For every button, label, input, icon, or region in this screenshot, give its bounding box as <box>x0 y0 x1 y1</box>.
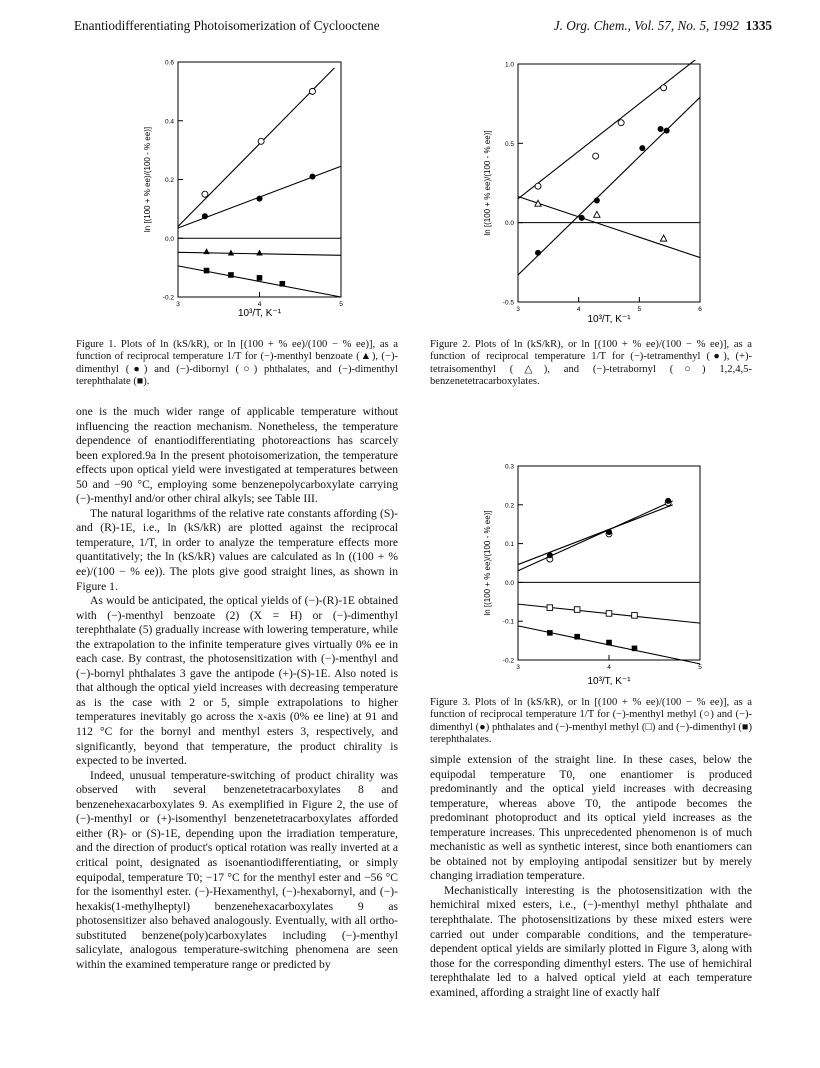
x-tick-label: 3 <box>516 306 520 313</box>
data-point <box>258 138 264 144</box>
data-point <box>547 630 553 636</box>
x-tick-label: 6 <box>698 306 702 313</box>
data-point <box>202 191 208 197</box>
y-tick-label: 0.0 <box>504 579 514 587</box>
y-tick-label: 0.0 <box>504 220 514 228</box>
figure-3-chart <box>478 462 758 688</box>
data-point <box>203 248 209 254</box>
running-header-journal <box>554 18 772 34</box>
y-tick-label: -0.5 <box>502 299 514 307</box>
data-point <box>606 529 612 535</box>
fit-line <box>518 501 673 571</box>
y-tick-label: 0.5 <box>504 140 514 148</box>
data-point <box>256 250 262 256</box>
data-point <box>202 213 208 219</box>
data-point <box>228 250 234 256</box>
page-number: 1335 <box>745 18 772 33</box>
data-point <box>606 611 612 617</box>
data-point <box>535 250 541 256</box>
data-point <box>535 183 541 189</box>
figure-1-caption: Figure 1. Plots of ln (kS/kR), or ln [(100 + % ee)/(100 − % ee)], as a function of reciprocal temperature 1/T for (−)-menthyl benzoate (▲), (−)-dimenthyl (●) and (−)-dibornyl (○) phthalates, and (−)-dimenthyl terephthalate (■). <box>76 339 398 388</box>
data-point <box>594 197 600 203</box>
y-tick-label: 0.1 <box>504 541 514 549</box>
data-point <box>658 126 664 132</box>
plot-frame <box>178 62 341 297</box>
chart-2 <box>483 60 702 325</box>
data-point <box>574 607 580 613</box>
body-left-column <box>76 405 398 972</box>
y-tick-label: 0.2 <box>504 502 514 510</box>
x-tick-label: 4 <box>607 664 611 671</box>
x-tick-label: 4 <box>576 306 581 313</box>
data-point <box>618 120 624 126</box>
data-point <box>632 613 638 619</box>
y-tick-label: 0.0 <box>164 235 174 243</box>
data-point <box>309 174 315 180</box>
paragraph: Mechanistically interesting is the photosensitization with the hemichiral mixed esters, i.e., (−)-menthyl methyl phthalate and terephthalate. The photosensitizations by these mixed esters were carried out under comparable conditions, and the temperature-dependent optical yields are similarly plotted in Figure 3, along with those for the corresponding dimenthyl esters. The use of hemichiral terephthalate led to a halved optical yield at each temperature examined, affording a straight line of exactly half <box>430 883 752 999</box>
y-tick-label: 0.6 <box>164 59 174 67</box>
x-tick-label: 3 <box>176 301 180 308</box>
y-tick-label: 0.3 <box>504 463 514 471</box>
x-axis-label: 10³/T, K⁻¹ <box>587 314 631 325</box>
data-point <box>574 634 580 640</box>
y-tick-label: -0.2 <box>502 657 514 665</box>
fit-line <box>518 505 673 565</box>
data-point <box>228 272 234 278</box>
body-right-column <box>430 753 752 1000</box>
data-point <box>665 498 671 504</box>
data-point <box>257 196 263 202</box>
running-header-title: Enantiodifferentiating Photoisomerization of Cyclooctene <box>74 18 380 33</box>
data-point <box>632 646 638 652</box>
data-point <box>547 552 553 558</box>
journal-citation: J. Org. Chem., Vol. 57, No. 5, 1992 <box>553 18 740 33</box>
figure-2-chart <box>478 60 758 326</box>
data-point <box>606 640 612 646</box>
data-point <box>535 200 541 206</box>
y-tick-label: 1.0 <box>504 61 514 69</box>
x-tick-label: 4 <box>257 301 262 308</box>
y-tick-label: -0.1 <box>502 618 514 626</box>
y-tick-label: -0.2 <box>162 294 174 302</box>
y-tick-label: 0.4 <box>164 118 174 126</box>
fit-line <box>518 60 700 199</box>
data-point <box>664 128 670 134</box>
x-tick-label: 3 <box>516 664 520 671</box>
paragraph: one is the much wider range of applicable temperature without influencing the reaction mechanism. Nonetheless, the temperature dependence of enantiodifferentiating photoreactions has scarcely been explored.9a In the present photoisomerization, the temperature effects upon optical yield were investigated at temperatures between 50 and −90 °C, employing some benzenepolycarboxylate carrying (−)-menthyl and/or other chiral alkyls; see Table III. <box>76 405 398 506</box>
figure-1-chart <box>130 58 420 320</box>
y-axis-label: ln [(100 + % ee)/(100 - % ee)] <box>143 126 152 233</box>
chart-1 <box>143 60 343 320</box>
paragraph: As would be anticipated, the optical yields of (−)-(R)-1E obtained with (−)-menthyl benzoate (2) (X = H) or (−)-dimenthyl terephthalate (5) gradually increase with lowering temperature, while the extrapolation to the infinite temperature gives virtually 0% ee in each case. By contrast, the photosensitization with (−)-menthyl and (−)-bornyl phthalates 3 gave the antipode (+)-(S)-1E. Also noted is that although the optical yield increases with decreasing temperature as is the case with 2 or 5, simple extrapolations to higher temperatures inevitably go across the x-axis (0% ee line) at 91 and 112 °C for the bornyl and menthyl esters 3, respectively, and significantly, beyond that temperature, the product chirality is expected to be inverted. <box>76 594 398 768</box>
data-point <box>280 281 286 287</box>
data-point <box>309 88 315 94</box>
x-axis-label: 10³/T, K⁻¹ <box>237 308 282 319</box>
data-point <box>661 85 667 91</box>
data-point <box>593 153 599 159</box>
paragraph: simple extension of the straight line. In these cases, below the equipodal temperature T0, one enantiomer is produced predominantly and the optical yield increases with decreasing temperature, whereas above T0, the antipode becomes the predominant photoproduct and its optical yield increases as the temperature increases. This unprecedented phenomenon is of much mechanistic as well as synthetic interest, since both enantiomers can be obtained not by employing antipodal sensitizer but by merely changing irradiation temperature. <box>430 753 752 883</box>
x-tick-label: 5 <box>698 664 702 671</box>
chart-3 <box>483 464 702 688</box>
data-point <box>660 235 666 241</box>
y-tick-label: 0.2 <box>164 177 174 184</box>
paragraph: Indeed, unusual temperature-switching of product chirality was observed with several benzenetetracarboxylates 8 and benzenehexacarboxylates 9. As exemplified in Figure 2, the use of (−)-menthyl or (+)-isomenthyl benzenetetracarboxylates afforded either (R)- or (S)-1E, depending upon the irradiation temperature, and the direction of product's optical rotation was really inverted at a critical point, designated as isoenantiodifferentiating, or simply equipodal, temperature T0; −17 °C for the menthyl ester and −56 °C for the isomenthyl ester. (−)-Hexamenthyl, (−)-hexabornyl, and (−)-hexakis(1-methylheptyl) benzenehexacarboxylates 9 as photosensitizer also behaved analogously. Eventually, with all ortho-substituted benzene(poly)carboxylates including (−)-menthyl salicylate, analogous temperature-switching phenomena are seen within the examined temperature range or predicted by <box>76 768 398 971</box>
y-axis-label: ln [(100 + % ee)/(100 - % ee)] <box>483 130 492 236</box>
x-axis-label: 10³/T, K⁻¹ <box>587 676 631 687</box>
data-point <box>257 275 263 281</box>
x-tick-label: 5 <box>339 301 343 308</box>
y-axis-label: ln [(100 + % ee)/(100 - % ee)] <box>483 510 492 616</box>
data-point <box>547 605 553 611</box>
data-point <box>594 211 600 217</box>
x-tick-label: 5 <box>637 306 642 313</box>
figure-3-caption: Figure 3. Plots of ln (kS/kR), or ln [(100 + % ee)/(100 − % ee)], as a function of reciprocal temperature 1/T for (−)-menthyl methyl (○) and (−)-dimenthyl (●) phthalates and (−)-menthyl methyl (□) and (−)-dimenthyl (■) terephthalates. <box>430 697 752 746</box>
figure-2-caption: Figure 2. Plots of ln (kS/kR), or ln [(100 + % ee)/(100 − % ee)], as a function of reciprocal temperature 1/T for (−)-tetramenthyl (●), (+)-tetraisomenthyl (△), and (−)-tetrabornyl (○) 1,2,4,5-benzenetetracarboxylates. <box>430 339 752 388</box>
data-point <box>204 268 210 274</box>
paragraph: The natural logarithms of the relative rate constants affording (S)- and (R)-1E, i.e., ln (kS/kR) are plotted against the reciprocal temperature, 1/T, in order to analyze the temperature effects more quantitatively; the ln (kS/kR) values are calculated as ln ((100 + % ee)/(100 − % ee)). The plots give good straight lines, as shown in Figure 1. <box>76 506 398 593</box>
data-point <box>639 145 645 151</box>
plot-frame <box>518 64 700 302</box>
plot-frame <box>518 466 700 660</box>
